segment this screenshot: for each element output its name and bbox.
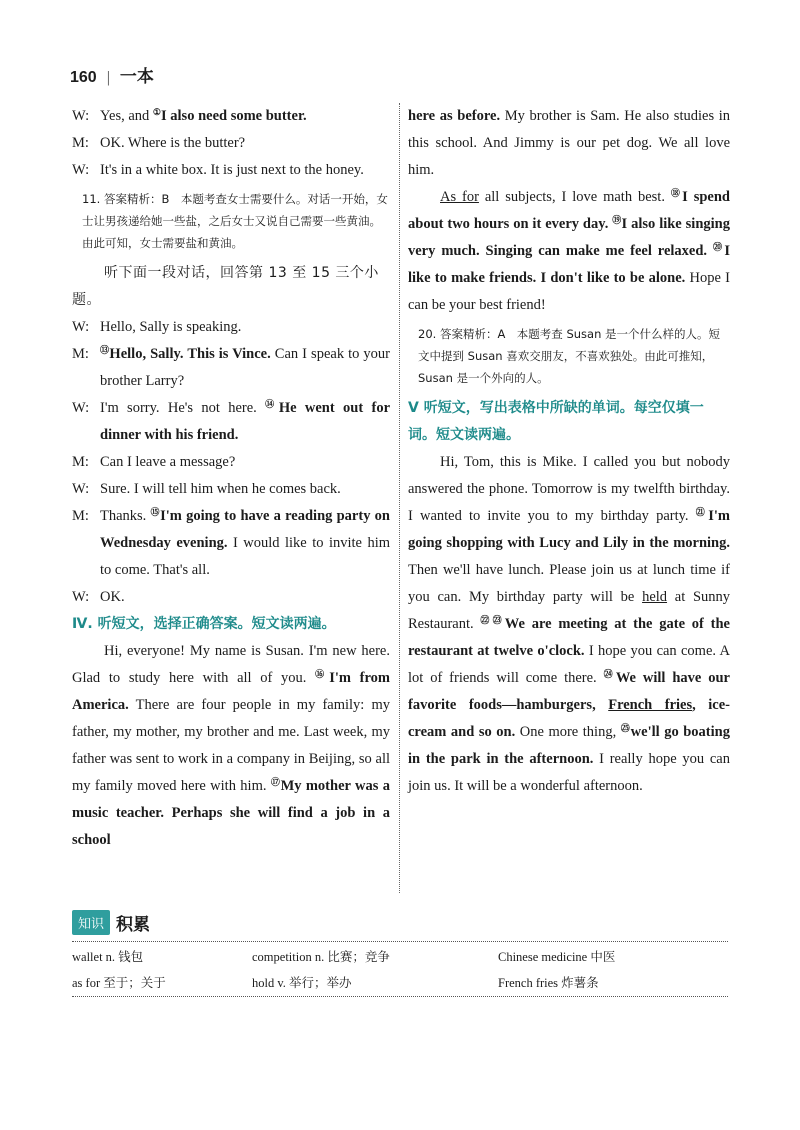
vocab-bottom-rule bbox=[72, 996, 728, 997]
left-column bbox=[72, 103, 390, 854]
column-divider bbox=[399, 103, 400, 893]
dialog-line: M: ⑬Hello, Sally. This is Vince. Can I speak to your brother Larry? bbox=[72, 345, 390, 389]
right-column bbox=[408, 103, 730, 800]
dialog-line: M: OK. Where is the butter? bbox=[72, 135, 246, 151]
vocab-badge: 知识 bbox=[72, 910, 110, 935]
dialog-line: M: Thanks. ⑮I'm going to have a reading party on Wednesday evening. I would like to invite him to come. That's all. bbox=[72, 507, 390, 578]
vocab-item: competition n. 比赛；竞争 bbox=[252, 950, 390, 964]
dialog-line: M: Can I leave a message? bbox=[72, 454, 236, 470]
vocab-title: 积累 bbox=[116, 915, 151, 935]
passage-susan: Hi, everyone! My name is Susan. I'm new here. Glad to study here with all of you. ⑯I'm from America. There are four people in my family: my father, my mother, my brother and me. Last week, my father was sent to work in a company in Beijing, so all my family moved here with him. ⑰My mother was a music teacher. Perhaps she will find a job in a school bbox=[72, 643, 390, 848]
dialog-line: W: OK. bbox=[72, 589, 125, 605]
passage-susan-continued: here as before. My brother is Sam. He also studies in this school. And Jimmy is our pet dog. We all love him. bbox=[408, 108, 730, 178]
vocab-item: Chinese medicine 中医 bbox=[498, 950, 616, 964]
speaker: W: bbox=[72, 108, 90, 124]
passage-mike: Hi, Tom, this is Mike. I called you but nobody answered the phone. Tomorrow is my twelfth birthday. I wanted to invite you to my birthday party. $^㉑$I'm going shopping with Lucy and Lily in the morning. Then we'll have lunch. Please join us at lunch time if you can. My birthday party will be held at Sunny Restaurant. $^{㉒㉓}$We are meeting at the gate of the restaurant at twelve o'clock. I hope you can come. A lot of friends will come there. $^㉔$We will have our favorite foods—hamburgers, French fries, ice-cream and so on. One more thing, $^㉕$we'll go boating in the park in the afternoon. I really hope you can join us. It will be a wonderful afternoon. bbox=[408, 454, 731, 794]
instruction: 听下面一段对话，回答第 13 至 15 三个小题。 bbox=[72, 265, 379, 308]
page-header bbox=[70, 62, 154, 87]
header-separator: | bbox=[106, 69, 110, 86]
brand-logo: 一本 bbox=[119, 67, 154, 87]
dialog-line: W: I'm sorry. He's not here. ⑭He went out for dinner with his friend. bbox=[72, 399, 390, 443]
vocab-box bbox=[72, 910, 728, 997]
dialog-line: W: Yes, and ①I also need some butter. bbox=[72, 103, 390, 130]
dialog-line: W: It's in a white box. It is just next to the honey. bbox=[72, 162, 364, 178]
section-heading-4: Ⅳ. 听短文，选择正确答案。短文读两遍。 bbox=[72, 616, 336, 632]
vocab-item: hold v. 举行；举办 bbox=[252, 976, 352, 990]
vocab-item: French fries 炸薯条 bbox=[498, 976, 599, 990]
vocab-grid bbox=[72, 942, 728, 996]
page-number: 160 bbox=[70, 69, 97, 86]
section-heading-5: Ⅴ 听短文，写出表格中所缺的单词。每空仅填一词。短文读两遍。 bbox=[408, 400, 704, 443]
dialog-line: W: Hello, Sally is speaking. bbox=[72, 319, 242, 335]
dialog-line: W: Sure. I will tell him when he comes back. bbox=[72, 481, 341, 497]
vocab-item: as for 至于；关于 bbox=[72, 976, 166, 990]
vocab-item: wallet n. 钱包 bbox=[72, 950, 144, 964]
passage-susan-paragraph2: As for all subjects, I love math best. ⑱I spend about two hours on it every day. ⑲I also like singing very much. Singing can make me feel relaxed. ⑳I like to make friends. I don't like to be alone. Hope I can be your best friend! bbox=[408, 188, 730, 313]
answer-analysis-20: 20. 答案精析：A 本题考查 Susan 是一个什么样的人。短文中提到 Susan 喜欢交朋友，不喜欢独处。由此可推知，Susan 是一个外向的人。 bbox=[418, 327, 721, 385]
answer-analysis-11: 11. 答案精析：B 本题考查女士需要什么。对话一开始，女士让男孩递给她一些盐，之后女士又说自己需要一些黄油。由此可知，女士需要盐和黄油。 bbox=[82, 192, 388, 250]
